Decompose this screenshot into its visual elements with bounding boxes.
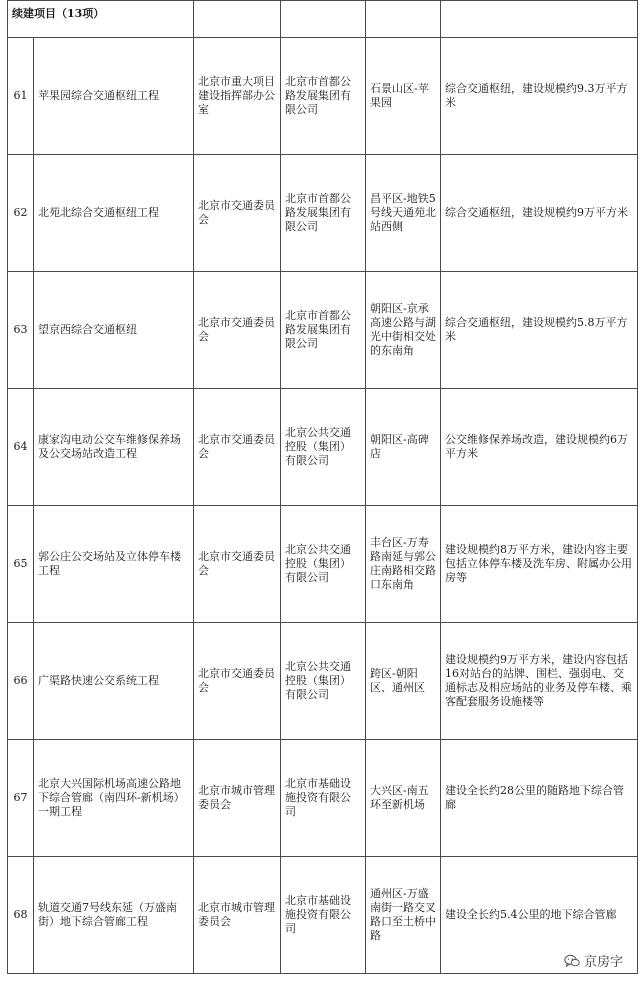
section-title: 续建项目（13项）: [12, 7, 105, 20]
table-row: [8, 389, 638, 506]
project-name-cell: 郭公庄公交场站及立体停车楼工程: [34, 506, 194, 623]
project-name-cell: 轨道交通7号线东延（万盛南街）地下综合管廊工程: [34, 857, 194, 974]
project-name-cell: 苹果园综合交通枢纽工程: [34, 38, 194, 155]
lead-unit-cell: 北京市交通委员会: [194, 272, 281, 389]
lead-unit-cell: 北京市交通委员会: [194, 155, 281, 272]
project-location-cell: 大兴区-南五环至新机场: [366, 740, 441, 857]
owner-unit-cell: 北京公共交通控股（集团）有限公司: [281, 389, 366, 506]
owner-unit-cell: 北京市基础设施投资有限公司: [281, 857, 366, 974]
row-number-cell: 64: [8, 389, 34, 506]
construction-content-cell: 建设全长约28公里的随路地下综合管廊: [441, 740, 638, 857]
owner-unit-cell: 北京公共交通控股（集团）有限公司: [281, 623, 366, 740]
project-location-cell: 昌平区-地铁5号线天通苑北站西侧: [366, 155, 441, 272]
section-header-row: [8, 1, 638, 38]
project-location-cell: 通州区-万盛南街一路交叉路口至土桥中路: [366, 857, 441, 974]
lead-unit-cell: 北京市交通委员会: [194, 506, 281, 623]
project-name-cell: 望京西综合交通枢纽: [34, 272, 194, 389]
lead-unit-cell: 北京市重大项目建设指挥部办公室: [194, 38, 281, 155]
table-body: [8, 38, 638, 974]
table-row: [8, 155, 638, 272]
project-name-cell: 广渠路快速公交系统工程: [34, 623, 194, 740]
wechat-icon: [564, 954, 580, 968]
project-table: [7, 0, 638, 974]
lead-unit-cell: 北京市城市管理委员会: [194, 857, 281, 974]
row-number-cell: 61: [8, 38, 34, 155]
owner-unit-cell: 北京市首都公路发展集团有限公司: [281, 272, 366, 389]
lead-unit-cell: 北京市交通委员会: [194, 389, 281, 506]
construction-content-cell: 综合交通枢纽，建设规模约9.3万平方米: [441, 38, 638, 155]
project-name-cell: 康家沟电动公交车维修保养场及公交场站改造工程: [34, 389, 194, 506]
row-number-cell: 67: [8, 740, 34, 857]
project-location-cell: 石景山区-苹果园: [366, 38, 441, 155]
table-row: [8, 272, 638, 389]
table-row: [8, 857, 638, 974]
row-number-cell: 68: [8, 857, 34, 974]
row-number-cell: 65: [8, 506, 34, 623]
project-location-cell: 朝阳区-京承高速公路与湖光中街相交处的东南角: [366, 272, 441, 389]
table-row: [8, 740, 638, 857]
project-name-cell: 北京大兴国际机场高速公路地下综合管廊（南四环-新机场）一期工程: [34, 740, 194, 857]
project-name-cell: 北苑北综合交通枢纽工程: [34, 155, 194, 272]
table-row: [8, 623, 638, 740]
lead-unit-cell: 北京市城市管理委员会: [194, 740, 281, 857]
lead-unit-cell: 北京市交通委员会: [194, 623, 281, 740]
watermark: [561, 950, 626, 971]
owner-unit-cell: 北京市基础设施投资有限公司: [281, 740, 366, 857]
owner-unit-cell: 北京市首都公路发展集团有限公司: [281, 155, 366, 272]
construction-content-cell: 公交维修保养场改造，建设规模约6万平方米: [441, 389, 638, 506]
owner-unit-cell: 北京市首都公路发展集团有限公司: [281, 38, 366, 155]
construction-content-cell: 建设规模约8万平方米，建设内容主要包括立体停车楼及洗车房、附属办公用房等: [441, 506, 638, 623]
construction-content-cell: 建设全长约5.4公里的地下综合管廊: [441, 857, 638, 974]
project-location-cell: 跨区-朝阳区、通州区: [366, 623, 441, 740]
table-row: [8, 38, 638, 155]
table-row: [8, 506, 638, 623]
watermark-text: 京房字: [583, 955, 623, 970]
construction-content-cell: 综合交通枢纽，建设规模约9万平方米: [441, 155, 638, 272]
construction-content-cell: 综合交通枢纽，建设规模约5.8万平方米: [441, 272, 638, 389]
owner-unit-cell: 北京公共交通控股（集团）有限公司: [281, 506, 366, 623]
project-location-cell: 朝阳区-高碑店: [366, 389, 441, 506]
row-number-cell: 63: [8, 272, 34, 389]
section-title-cell: [8, 1, 194, 38]
row-number-cell: 62: [8, 155, 34, 272]
project-location-cell: 丰台区-万寿路南延与郭公庄南路相交路口东南角: [366, 506, 441, 623]
row-number-cell: 66: [8, 623, 34, 740]
construction-content-cell: 建设规模约9万平方米，建设内容包括16对站台的站牌、围栏、强弱电、交通标志及相应场站的业务及停车楼、乘客配套服务设施楼等: [441, 623, 638, 740]
